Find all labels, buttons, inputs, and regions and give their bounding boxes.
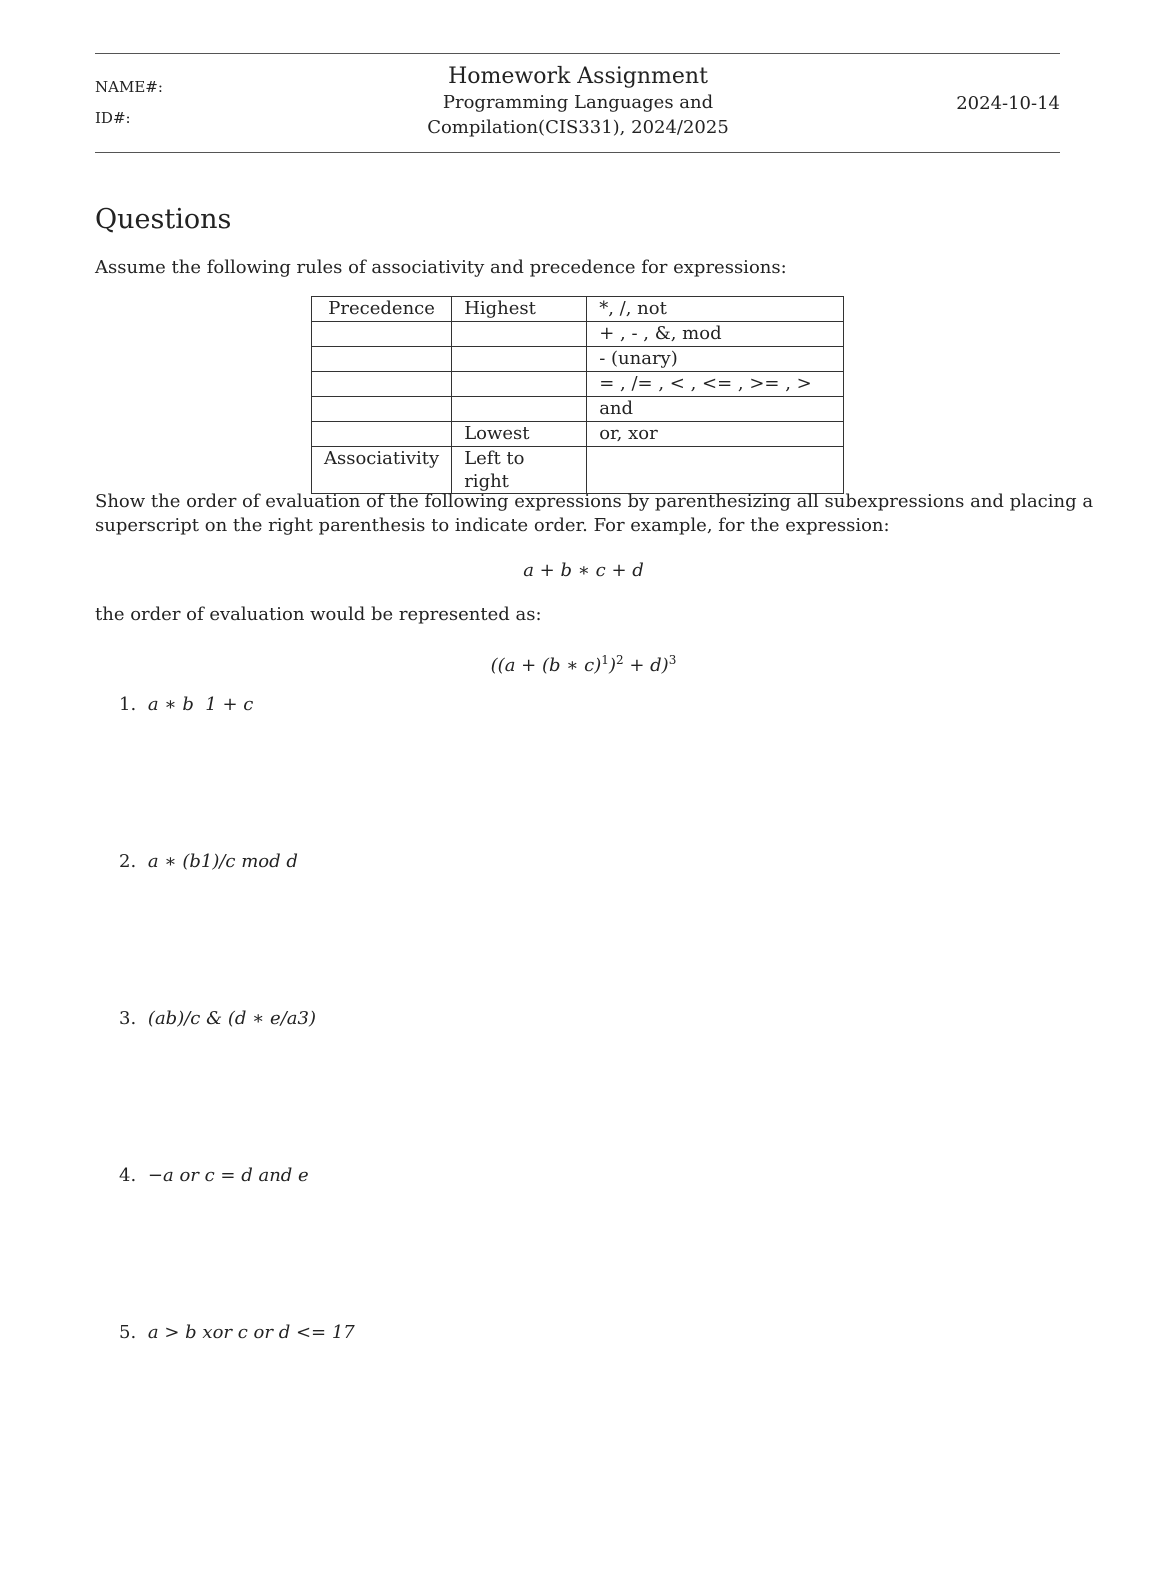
course-line-2: Compilation(CIS331), 2024/2025 xyxy=(427,117,729,138)
table-cell xyxy=(312,322,452,347)
table-cell: Left to right xyxy=(452,447,587,494)
question-4 xyxy=(119,1165,309,1186)
table-cell xyxy=(312,422,452,447)
order-2: 2 xyxy=(615,653,624,667)
table-row xyxy=(312,397,844,422)
table-row xyxy=(312,422,844,447)
table-cell: and xyxy=(587,397,844,422)
table-cell: Highest xyxy=(452,297,587,322)
example-answer-part3: + d) xyxy=(623,655,669,676)
table-cell: *, /, not xyxy=(587,297,844,322)
table-cell xyxy=(312,372,452,397)
table-cell: = , /= , < , <= , >= , > xyxy=(587,372,844,397)
question-2 xyxy=(119,851,298,872)
precedence-table xyxy=(311,296,844,494)
question-5 xyxy=(119,1322,355,1343)
instructions-line-1: Show the order of evaluation of the following expressions by parenthesizing all subexpressions and placing a xyxy=(95,491,1094,512)
question-1 xyxy=(119,694,253,715)
table-cell xyxy=(452,397,587,422)
table-cell xyxy=(452,322,587,347)
instructions-line-2: superscript on the right parenthesis to indicate order. For example, for the expression: xyxy=(95,515,890,536)
question-number: 4. xyxy=(119,1165,137,1186)
question-3 xyxy=(119,1008,316,1029)
name-label: NAME#: xyxy=(95,78,163,96)
example-answer-part2: ) xyxy=(608,655,616,676)
question-number: 3. xyxy=(119,1008,137,1029)
table-cell: - (unary) xyxy=(587,347,844,372)
table-cell: Lowest xyxy=(452,422,587,447)
table-cell xyxy=(452,372,587,397)
assignment-date: 2024-10-14 xyxy=(956,93,1060,114)
table-row xyxy=(312,372,844,397)
example-answer xyxy=(0,648,1167,678)
question-number: 2. xyxy=(119,851,137,872)
intro-text: Assume the following rules of associativity and precedence for expressions: xyxy=(95,257,787,278)
question-expression: a ∗ b 1 + c xyxy=(147,694,254,715)
question-expression: (ab)/c & (d ∗ e/a3) xyxy=(147,1008,316,1029)
order-1: 1 xyxy=(601,653,609,667)
table-row xyxy=(312,322,844,347)
table-cell: or, xor xyxy=(587,422,844,447)
table-cell: Precedence xyxy=(312,297,452,322)
question-number: 1. xyxy=(119,694,137,715)
table-row xyxy=(312,297,844,322)
question-expression: −a or c = d and e xyxy=(147,1165,309,1186)
table-cell xyxy=(312,397,452,422)
id-label: ID#: xyxy=(95,109,131,127)
table-cell: Associativity xyxy=(312,447,452,494)
example-expression: a + b ∗ c + d xyxy=(523,560,644,581)
table-row xyxy=(312,447,844,494)
header-bottom-rule xyxy=(95,152,1060,153)
section-title: Questions xyxy=(95,204,232,235)
question-expression: a > b xor c or d <= 17 xyxy=(147,1322,355,1343)
header-top-rule xyxy=(95,53,1060,54)
example-intro: the order of evaluation would be represented as: xyxy=(95,604,542,625)
question-number: 5. xyxy=(119,1322,137,1343)
table-cell xyxy=(452,347,587,372)
order-3: 3 xyxy=(668,653,677,667)
table-row xyxy=(312,347,844,372)
table-cell xyxy=(587,447,844,494)
question-expression: a ∗ (b1)/c mod d xyxy=(147,851,298,872)
table-cell xyxy=(312,347,452,372)
example-answer-part1: ((a + (b ∗ c) xyxy=(490,655,602,676)
assignment-title: Homework Assignment xyxy=(448,64,708,89)
table-cell: + , - , &, mod xyxy=(587,322,844,347)
course-line-1: Programming Languages and xyxy=(442,92,714,113)
